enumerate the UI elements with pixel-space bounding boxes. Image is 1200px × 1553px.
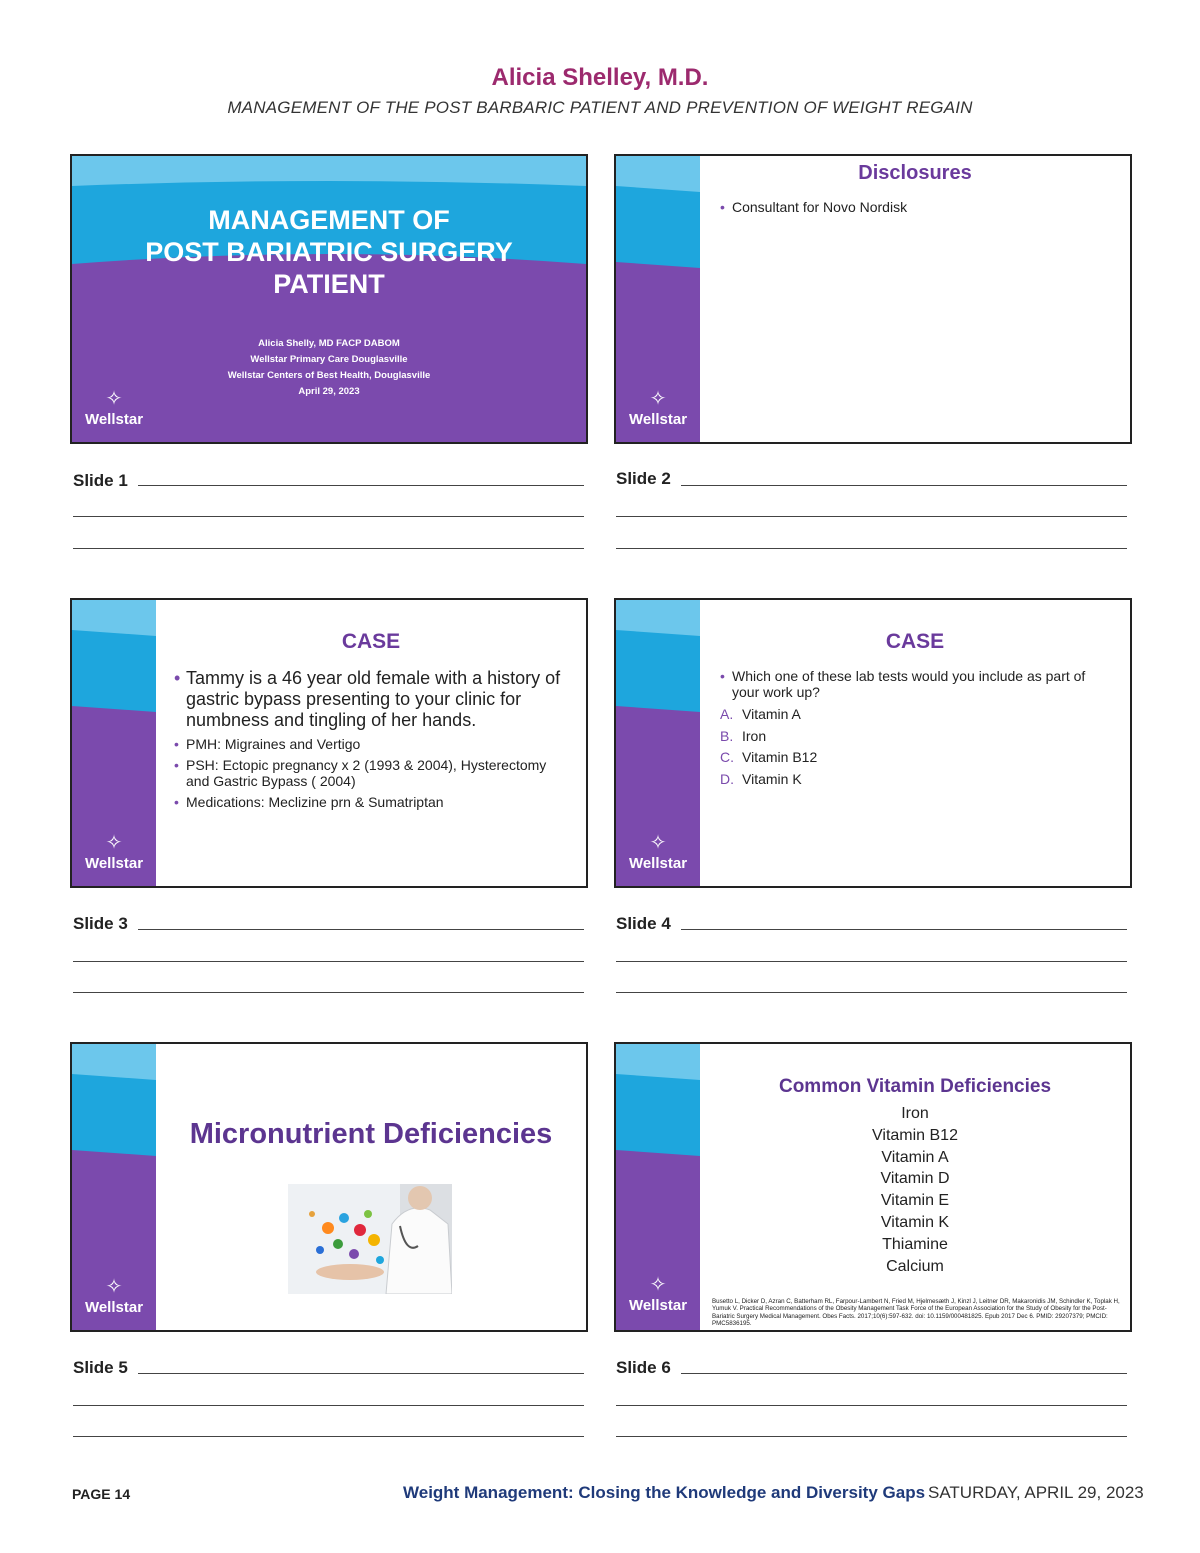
note-line [681, 929, 1127, 930]
note-line [616, 1436, 1127, 1437]
page-number: PAGE 14 [72, 1486, 131, 1502]
wellstar-logo-text: Wellstar [84, 855, 144, 872]
deficiency-item: Vitamin B12 [872, 1126, 958, 1144]
slide-1 [70, 154, 588, 444]
slide-6-label: Slide 6 [616, 1358, 671, 1377]
slide-4-label: Slide 4 [616, 914, 671, 933]
slide-1-title-line: PATIENT [273, 269, 385, 299]
bullet-item: • Consultant for Novo Nordisk [720, 199, 1130, 215]
answer-options [720, 704, 1130, 790]
slide-4-content [700, 600, 1130, 886]
slide-1-title-line: MANAGEMENT OF [208, 205, 450, 235]
wellstar-logo-icon: ✧ [649, 1274, 667, 1296]
slide-2-bullets [720, 199, 1130, 215]
wellstar-logo [72, 1277, 156, 1316]
presenter-date: April 29, 2023 [298, 386, 360, 397]
note-line [73, 992, 584, 993]
deficiency-item: Iron [901, 1105, 929, 1122]
wellstar-logo-text: Wellstar [628, 855, 688, 872]
answer-option-c [720, 747, 1130, 769]
note-line [138, 1373, 584, 1374]
note-line [73, 961, 584, 962]
note-line [616, 961, 1127, 962]
bullet-item: • PSH: Ectopic pregnancy x 2 (1993 & 2004), Hysterectomy and Gastric Bypass ( 2004) [174, 757, 564, 789]
doctor-vitamins-image [288, 1184, 452, 1294]
wellstar-logo-icon: ✧ [649, 388, 667, 410]
wellstar-logo-text: Wellstar [628, 411, 688, 428]
note-line [616, 992, 1127, 993]
note-line [138, 929, 584, 930]
deficiency-item: Thiamine [882, 1235, 948, 1253]
answer-option-d [720, 769, 1130, 791]
note-line [73, 1436, 584, 1437]
option-text: Vitamin A [742, 706, 801, 722]
slide-3-title: CASE [341, 630, 401, 653]
slide-3-label: Slide 3 [73, 914, 128, 933]
presenter-name: Alicia Shelly, MD FACP DABOM [258, 338, 400, 349]
note-line [73, 516, 584, 517]
wellstar-logo [72, 389, 156, 428]
question-text: • Which one of these lab tests would you include as part of your work up? [720, 668, 1100, 700]
slide-5-title: Micronutrient Deficiencies [189, 1118, 553, 1150]
wellstar-logo-text: Wellstar [84, 1299, 144, 1316]
wellstar-logo [616, 389, 700, 428]
note-line [616, 548, 1127, 549]
presenter-affiliation: Wellstar Primary Care Douglasville [250, 354, 408, 365]
main-bullet: • Tammy is a 46 year old female with a history of gastric bypass presenting to your clinic for numbness and tingling of her hands. [174, 668, 564, 731]
slide-6-content [700, 1044, 1130, 1330]
deficiency-item: Vitamin D [880, 1170, 950, 1188]
bullet-item: • PMH: Migraines and Vertigo [174, 736, 564, 752]
slide-4 [614, 598, 1132, 888]
wellstar-logo-text: Wellstar [628, 1297, 688, 1314]
wellstar-logo-icon: ✧ [105, 1276, 123, 1298]
slide-2-title: Disclosures [858, 162, 972, 184]
deficiency-item: Calcium [886, 1257, 944, 1275]
wellstar-logo-icon: ✧ [105, 832, 123, 854]
note-line [616, 1405, 1127, 1406]
bullet-item: • Medications: Meclizine prn & Sumatriptan [174, 794, 564, 810]
slide-2-content [700, 156, 1130, 442]
wellstar-logo [616, 1275, 700, 1314]
slide-2-label: Slide 2 [616, 469, 671, 488]
slide-1-label: Slide 1 [73, 471, 128, 490]
deficiency-list [700, 1103, 1130, 1277]
note-line [138, 485, 584, 486]
slide-5 [70, 1042, 588, 1332]
option-letter: B. [720, 727, 734, 744]
citation: Busetto L, Dicker D, Azran C, Batterham RL, Farpour-Lambert N, Fried M, Hjelmesæth J, Kinzl J, Leitner DR, Makaronidis JM, Schindler K, Toplak H, Yumuk V. Practical Recommendations of the Obesity Management Task Force of the European Association for the Study of Obesity for the Post-Bariatric Surgery Medical Management. Obes Facts. 2017;10(6):597-632. doi: 10.1159/000481825. Epub 2017 Dec 6. PMID: 29207379; PMCID: PMC5836195. [712, 1297, 1120, 1328]
conference-date: SATURDAY, APRIL 29, 2023 [928, 1483, 1144, 1502]
note-line [73, 1405, 584, 1406]
slide-6-title: Common Vitamin Deficiencies [778, 1076, 1052, 1097]
wellstar-logo [72, 833, 156, 872]
deficiency-item: Vitamin K [880, 1213, 950, 1231]
answer-option-b [720, 726, 1130, 748]
option-letter: A. [720, 706, 734, 722]
slide-4-question [720, 668, 1100, 700]
slide-3-content [156, 600, 586, 886]
document-subtitle: MANAGEMENT OF THE POST BARBARIC PATIENT AND PREVENTION OF WEIGHT REGAIN [227, 98, 973, 117]
wellstar-logo-icon: ✧ [649, 832, 667, 854]
slide-5-content [156, 1044, 586, 1330]
option-text: Vitamin K [742, 770, 802, 787]
conference-title: Weight Management: Closing the Knowledge and Diversity Gaps [403, 1483, 926, 1502]
wellstar-logo [616, 833, 700, 872]
slide-4-title: CASE [885, 630, 945, 653]
deficiency-item: Vitamin E [880, 1192, 950, 1210]
slide-3 [70, 598, 588, 888]
slide-6 [614, 1042, 1132, 1332]
deficiency-item: Vitamin A [881, 1148, 949, 1166]
option-text: Vitamin B12 [742, 749, 818, 765]
answer-option-a [720, 704, 1130, 726]
wellstar-logo-icon: ✧ [105, 388, 123, 410]
author-name: Alicia Shelley, M.D. [491, 64, 709, 91]
note-line [681, 485, 1127, 486]
slide-5-label: Slide 5 [73, 1358, 128, 1377]
option-letter: C. [720, 749, 734, 765]
slide-1-title [72, 204, 586, 300]
note-line [681, 1373, 1127, 1374]
presenter-affiliation: Wellstar Centers of Best Health, Douglasville [227, 370, 431, 381]
slide-2 [614, 154, 1132, 444]
option-letter: D. [720, 770, 734, 787]
slide-3-bullets [174, 668, 564, 810]
note-line [616, 516, 1127, 517]
option-text: Iron [742, 727, 767, 744]
slide-1-title-line: POST BARIATRIC SURGERY [145, 237, 513, 267]
note-line [73, 548, 584, 549]
wellstar-logo-text: Wellstar [84, 411, 144, 428]
